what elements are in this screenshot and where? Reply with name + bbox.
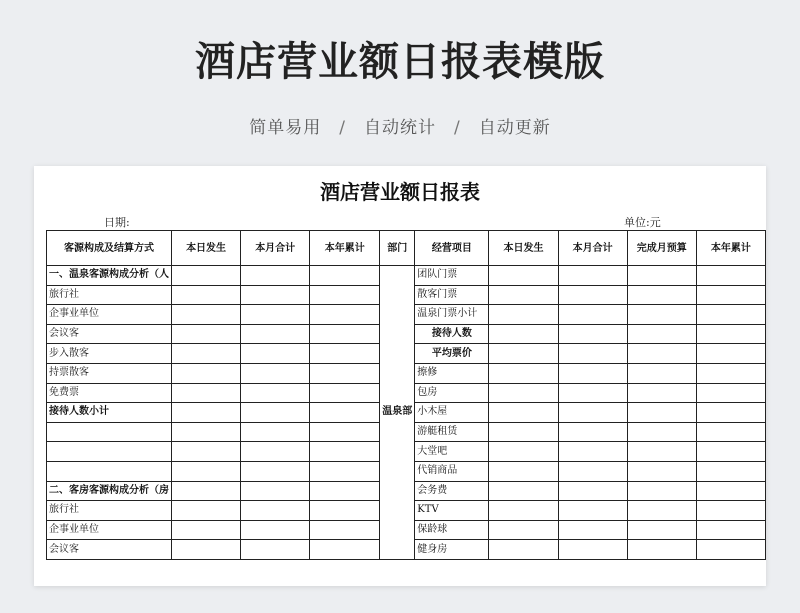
- value-cell[interactable]: [489, 422, 558, 442]
- value-cell[interactable]: [241, 266, 310, 286]
- value-cell[interactable]: [696, 266, 765, 286]
- value-cell[interactable]: [558, 285, 627, 305]
- column-header: 本日发生: [489, 231, 558, 266]
- value-cell[interactable]: [489, 501, 558, 521]
- value-cell[interactable]: [627, 481, 696, 501]
- value-cell[interactable]: [172, 383, 241, 403]
- value-cell[interactable]: [696, 403, 765, 423]
- value-cell[interactable]: [172, 442, 241, 462]
- report-table: [46, 230, 766, 560]
- table-body: [47, 266, 766, 560]
- business-item-label[interactable]: 团队门票: [415, 266, 489, 286]
- date-label: 日期:: [104, 216, 130, 229]
- source-label[interactable]: 企事业单位: [47, 520, 172, 540]
- value-cell[interactable]: [558, 520, 627, 540]
- value-cell[interactable]: [558, 540, 627, 560]
- value-cell[interactable]: [172, 481, 241, 501]
- value-cell[interactable]: [558, 266, 627, 286]
- value-cell[interactable]: [310, 540, 380, 560]
- table-header-row: [47, 231, 766, 266]
- unit-label: 单位:元: [624, 216, 661, 229]
- feature-tagline: [0, 113, 800, 138]
- value-cell[interactable]: [696, 285, 765, 305]
- value-cell[interactable]: [310, 481, 380, 501]
- value-cell[interactable]: [310, 520, 380, 540]
- value-cell[interactable]: [696, 422, 765, 442]
- value-cell[interactable]: [627, 442, 696, 462]
- value-cell[interactable]: [627, 501, 696, 521]
- column-header: 本月合计: [241, 231, 310, 266]
- value-cell[interactable]: [241, 285, 310, 305]
- value-cell[interactable]: [627, 266, 696, 286]
- value-cell[interactable]: [310, 305, 380, 325]
- business-item-label[interactable]: 平均票价: [415, 344, 489, 364]
- value-cell[interactable]: [241, 520, 310, 540]
- table-row: [47, 266, 766, 286]
- source-label[interactable]: 持票散客: [47, 363, 172, 383]
- value-cell[interactable]: [558, 442, 627, 462]
- value-cell[interactable]: [696, 442, 765, 462]
- source-label[interactable]: [47, 461, 172, 481]
- value-cell[interactable]: [310, 324, 380, 344]
- value-cell[interactable]: [489, 481, 558, 501]
- source-label[interactable]: 旅行社: [47, 501, 172, 521]
- value-cell[interactable]: [310, 403, 380, 423]
- value-cell[interactable]: [241, 324, 310, 344]
- report-sheet: [34, 166, 766, 586]
- value-cell[interactable]: [558, 422, 627, 442]
- value-cell[interactable]: [310, 363, 380, 383]
- value-cell[interactable]: [241, 481, 310, 501]
- column-header: 客源构成及结算方式: [47, 231, 172, 266]
- value-cell[interactable]: [627, 285, 696, 305]
- value-cell[interactable]: [696, 481, 765, 501]
- value-cell[interactable]: [696, 363, 765, 383]
- value-cell[interactable]: [241, 540, 310, 560]
- value-cell[interactable]: [489, 344, 558, 364]
- source-label[interactable]: 免费票: [47, 383, 172, 403]
- value-cell[interactable]: [172, 344, 241, 364]
- business-item-label[interactable]: 擦修: [415, 363, 489, 383]
- value-cell[interactable]: [172, 422, 241, 442]
- value-cell[interactable]: [696, 501, 765, 521]
- value-cell[interactable]: [489, 305, 558, 325]
- value-cell[interactable]: [558, 403, 627, 423]
- column-header: 部门: [380, 231, 415, 266]
- value-cell[interactable]: [241, 344, 310, 364]
- business-item-label[interactable]: 保龄球: [415, 520, 489, 540]
- business-item-label[interactable]: 健身房: [415, 540, 489, 560]
- value-cell[interactable]: [558, 383, 627, 403]
- business-item-label[interactable]: 接待人数: [415, 324, 489, 344]
- business-item-label[interactable]: 小木屋: [415, 403, 489, 423]
- value-cell[interactable]: [696, 383, 765, 403]
- value-cell[interactable]: [489, 266, 558, 286]
- value-cell[interactable]: [172, 363, 241, 383]
- source-label[interactable]: 会议客: [47, 324, 172, 344]
- feature-auto-update: 自动更新: [478, 118, 551, 138]
- value-cell[interactable]: [696, 344, 765, 364]
- value-cell[interactable]: [627, 520, 696, 540]
- value-cell[interactable]: [489, 324, 558, 344]
- source-label[interactable]: [47, 442, 172, 462]
- value-cell[interactable]: [310, 422, 380, 442]
- column-header: 本日发生: [172, 231, 241, 266]
- page-title: 酒店营业额日报表模版: [195, 39, 605, 85]
- value-cell[interactable]: [310, 442, 380, 462]
- separator: /: [339, 118, 346, 138]
- value-cell[interactable]: [696, 461, 765, 481]
- value-cell[interactable]: [172, 461, 241, 481]
- value-cell[interactable]: [558, 305, 627, 325]
- column-header: 本月合计: [558, 231, 627, 266]
- value-cell[interactable]: [172, 285, 241, 305]
- value-cell[interactable]: [310, 461, 380, 481]
- value-cell[interactable]: [558, 363, 627, 383]
- value-cell[interactable]: [696, 305, 765, 325]
- value-cell[interactable]: [627, 383, 696, 403]
- value-cell[interactable]: [696, 540, 765, 560]
- department-cell[interactable]: 温泉部: [380, 266, 415, 560]
- value-cell[interactable]: [558, 324, 627, 344]
- source-label[interactable]: 步入散客: [47, 344, 172, 364]
- business-item-label[interactable]: KTV: [415, 501, 489, 521]
- value-cell[interactable]: [172, 540, 241, 560]
- value-cell[interactable]: [172, 305, 241, 325]
- business-item-label[interactable]: 包房: [415, 383, 489, 403]
- business-item-label[interactable]: 会务费: [415, 481, 489, 501]
- business-item-label[interactable]: 大堂吧: [415, 442, 489, 462]
- value-cell[interactable]: [627, 422, 696, 442]
- value-cell[interactable]: [489, 363, 558, 383]
- value-cell[interactable]: [241, 305, 310, 325]
- source-label[interactable]: 二、客房客源构成分析（房: [47, 481, 172, 501]
- feature-easy: 简单易用: [249, 118, 322, 138]
- value-cell[interactable]: [558, 344, 627, 364]
- value-cell[interactable]: [241, 501, 310, 521]
- source-label[interactable]: 一、温泉客源构成分析（人: [47, 266, 172, 286]
- value-cell[interactable]: [489, 383, 558, 403]
- value-cell[interactable]: [172, 266, 241, 286]
- value-cell[interactable]: [489, 442, 558, 462]
- value-cell[interactable]: [172, 501, 241, 521]
- feature-auto-stats: 自动统计: [364, 118, 436, 138]
- source-label[interactable]: 企事业单位: [47, 305, 172, 325]
- column-header: 经营项目: [415, 231, 489, 266]
- source-label[interactable]: [47, 422, 172, 442]
- value-cell[interactable]: [489, 403, 558, 423]
- value-cell[interactable]: [489, 461, 558, 481]
- value-cell[interactable]: [696, 324, 765, 344]
- value-cell[interactable]: [489, 285, 558, 305]
- value-cell[interactable]: [310, 285, 380, 305]
- value-cell[interactable]: [241, 383, 310, 403]
- value-cell[interactable]: [489, 520, 558, 540]
- column-header: 本年累计: [696, 231, 765, 266]
- source-label[interactable]: 会议客: [47, 540, 172, 560]
- separator: /: [454, 118, 461, 138]
- value-cell[interactable]: [172, 520, 241, 540]
- value-cell[interactable]: [558, 461, 627, 481]
- business-item-label[interactable]: 温泉门票小计: [415, 305, 489, 325]
- value-cell[interactable]: [310, 266, 380, 286]
- business-item-label[interactable]: 散客门票: [415, 285, 489, 305]
- business-item-label[interactable]: 代销商品: [415, 461, 489, 481]
- source-label[interactable]: 旅行社: [47, 285, 172, 305]
- value-cell[interactable]: [627, 305, 696, 325]
- sheet-title: 酒店营业额日报表: [320, 180, 480, 204]
- value-cell[interactable]: [241, 363, 310, 383]
- value-cell[interactable]: [172, 324, 241, 344]
- value-cell[interactable]: [310, 344, 380, 364]
- value-cell[interactable]: [558, 501, 627, 521]
- source-label[interactable]: 接待人数小计: [47, 403, 172, 423]
- value-cell[interactable]: [627, 344, 696, 364]
- value-cell[interactable]: [558, 481, 627, 501]
- column-header: 完成月预算: [627, 231, 696, 266]
- value-cell[interactable]: [172, 403, 241, 423]
- value-cell[interactable]: [627, 540, 696, 560]
- value-cell[interactable]: [241, 461, 310, 481]
- value-cell[interactable]: [241, 442, 310, 462]
- value-cell[interactable]: [241, 403, 310, 423]
- value-cell[interactable]: [310, 501, 380, 521]
- column-header: 本年累计: [310, 231, 380, 266]
- value-cell[interactable]: [489, 540, 558, 560]
- business-item-label[interactable]: 游艇租赁: [415, 422, 489, 442]
- value-cell[interactable]: [627, 461, 696, 481]
- value-cell[interactable]: [241, 422, 310, 442]
- value-cell[interactable]: [310, 383, 380, 403]
- value-cell[interactable]: [696, 520, 765, 540]
- value-cell[interactable]: [627, 363, 696, 383]
- value-cell[interactable]: [627, 324, 696, 344]
- value-cell[interactable]: [627, 403, 696, 423]
